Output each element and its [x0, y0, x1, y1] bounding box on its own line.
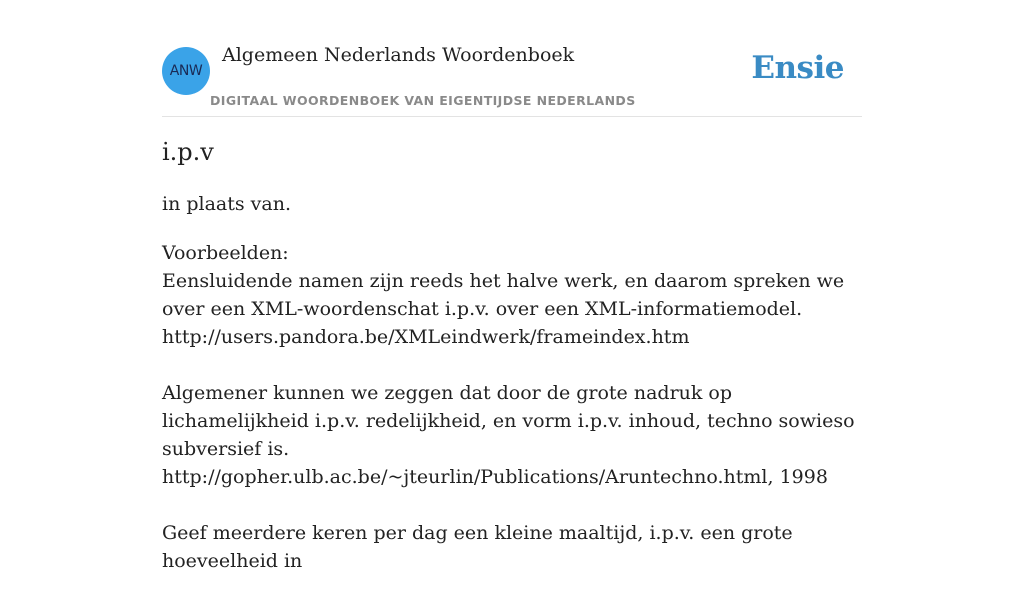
site-title[interactable]: Algemeen Nederlands Woordenboek [222, 44, 575, 66]
example-item [162, 379, 862, 491]
anw-logo-text: ANW [169, 63, 203, 79]
entry-definition: in plaats van. [162, 193, 292, 215]
site-subtitle: DIGITAAL WOORDENBOEK VAN EIGENTIJDSE NEDERLANDS [210, 93, 636, 108]
example-source: http://users.pandora.be/XMLeindwerk/frameindex.htm [162, 326, 690, 348]
site-header [162, 0, 862, 117]
examples-section [162, 239, 862, 603]
example-text: Eensluidende namen zijn reeds het halve werk, en daarom spreken we over een XML-woordenschat i.p.v. over een XML-informatiemodel. [162, 270, 845, 320]
anw-logo[interactable] [162, 47, 210, 95]
example-source: http://gopher.ulb.ac.be/~jteurlin/Publications/Aruntechno.html, 1998 [162, 466, 828, 488]
example-text: Algemener kunnen we zeggen dat door de grote nadruk op lichamelijkheid i.p.v. redelijkheid, en vorm i.p.v. inhoud, techno sowieso subversief is. [162, 382, 855, 460]
example-item [162, 519, 862, 575]
example-item [162, 267, 862, 351]
entry-headword: i.p.v [162, 138, 214, 166]
examples-label: Voorbeelden: [162, 242, 289, 264]
ensie-brand-link[interactable]: Ensie [751, 50, 844, 86]
example-text: Geef meerdere keren per dag een kleine maaltijd, i.p.v. een grote hoeveelheid in [162, 522, 793, 572]
page-container [162, 0, 862, 572]
